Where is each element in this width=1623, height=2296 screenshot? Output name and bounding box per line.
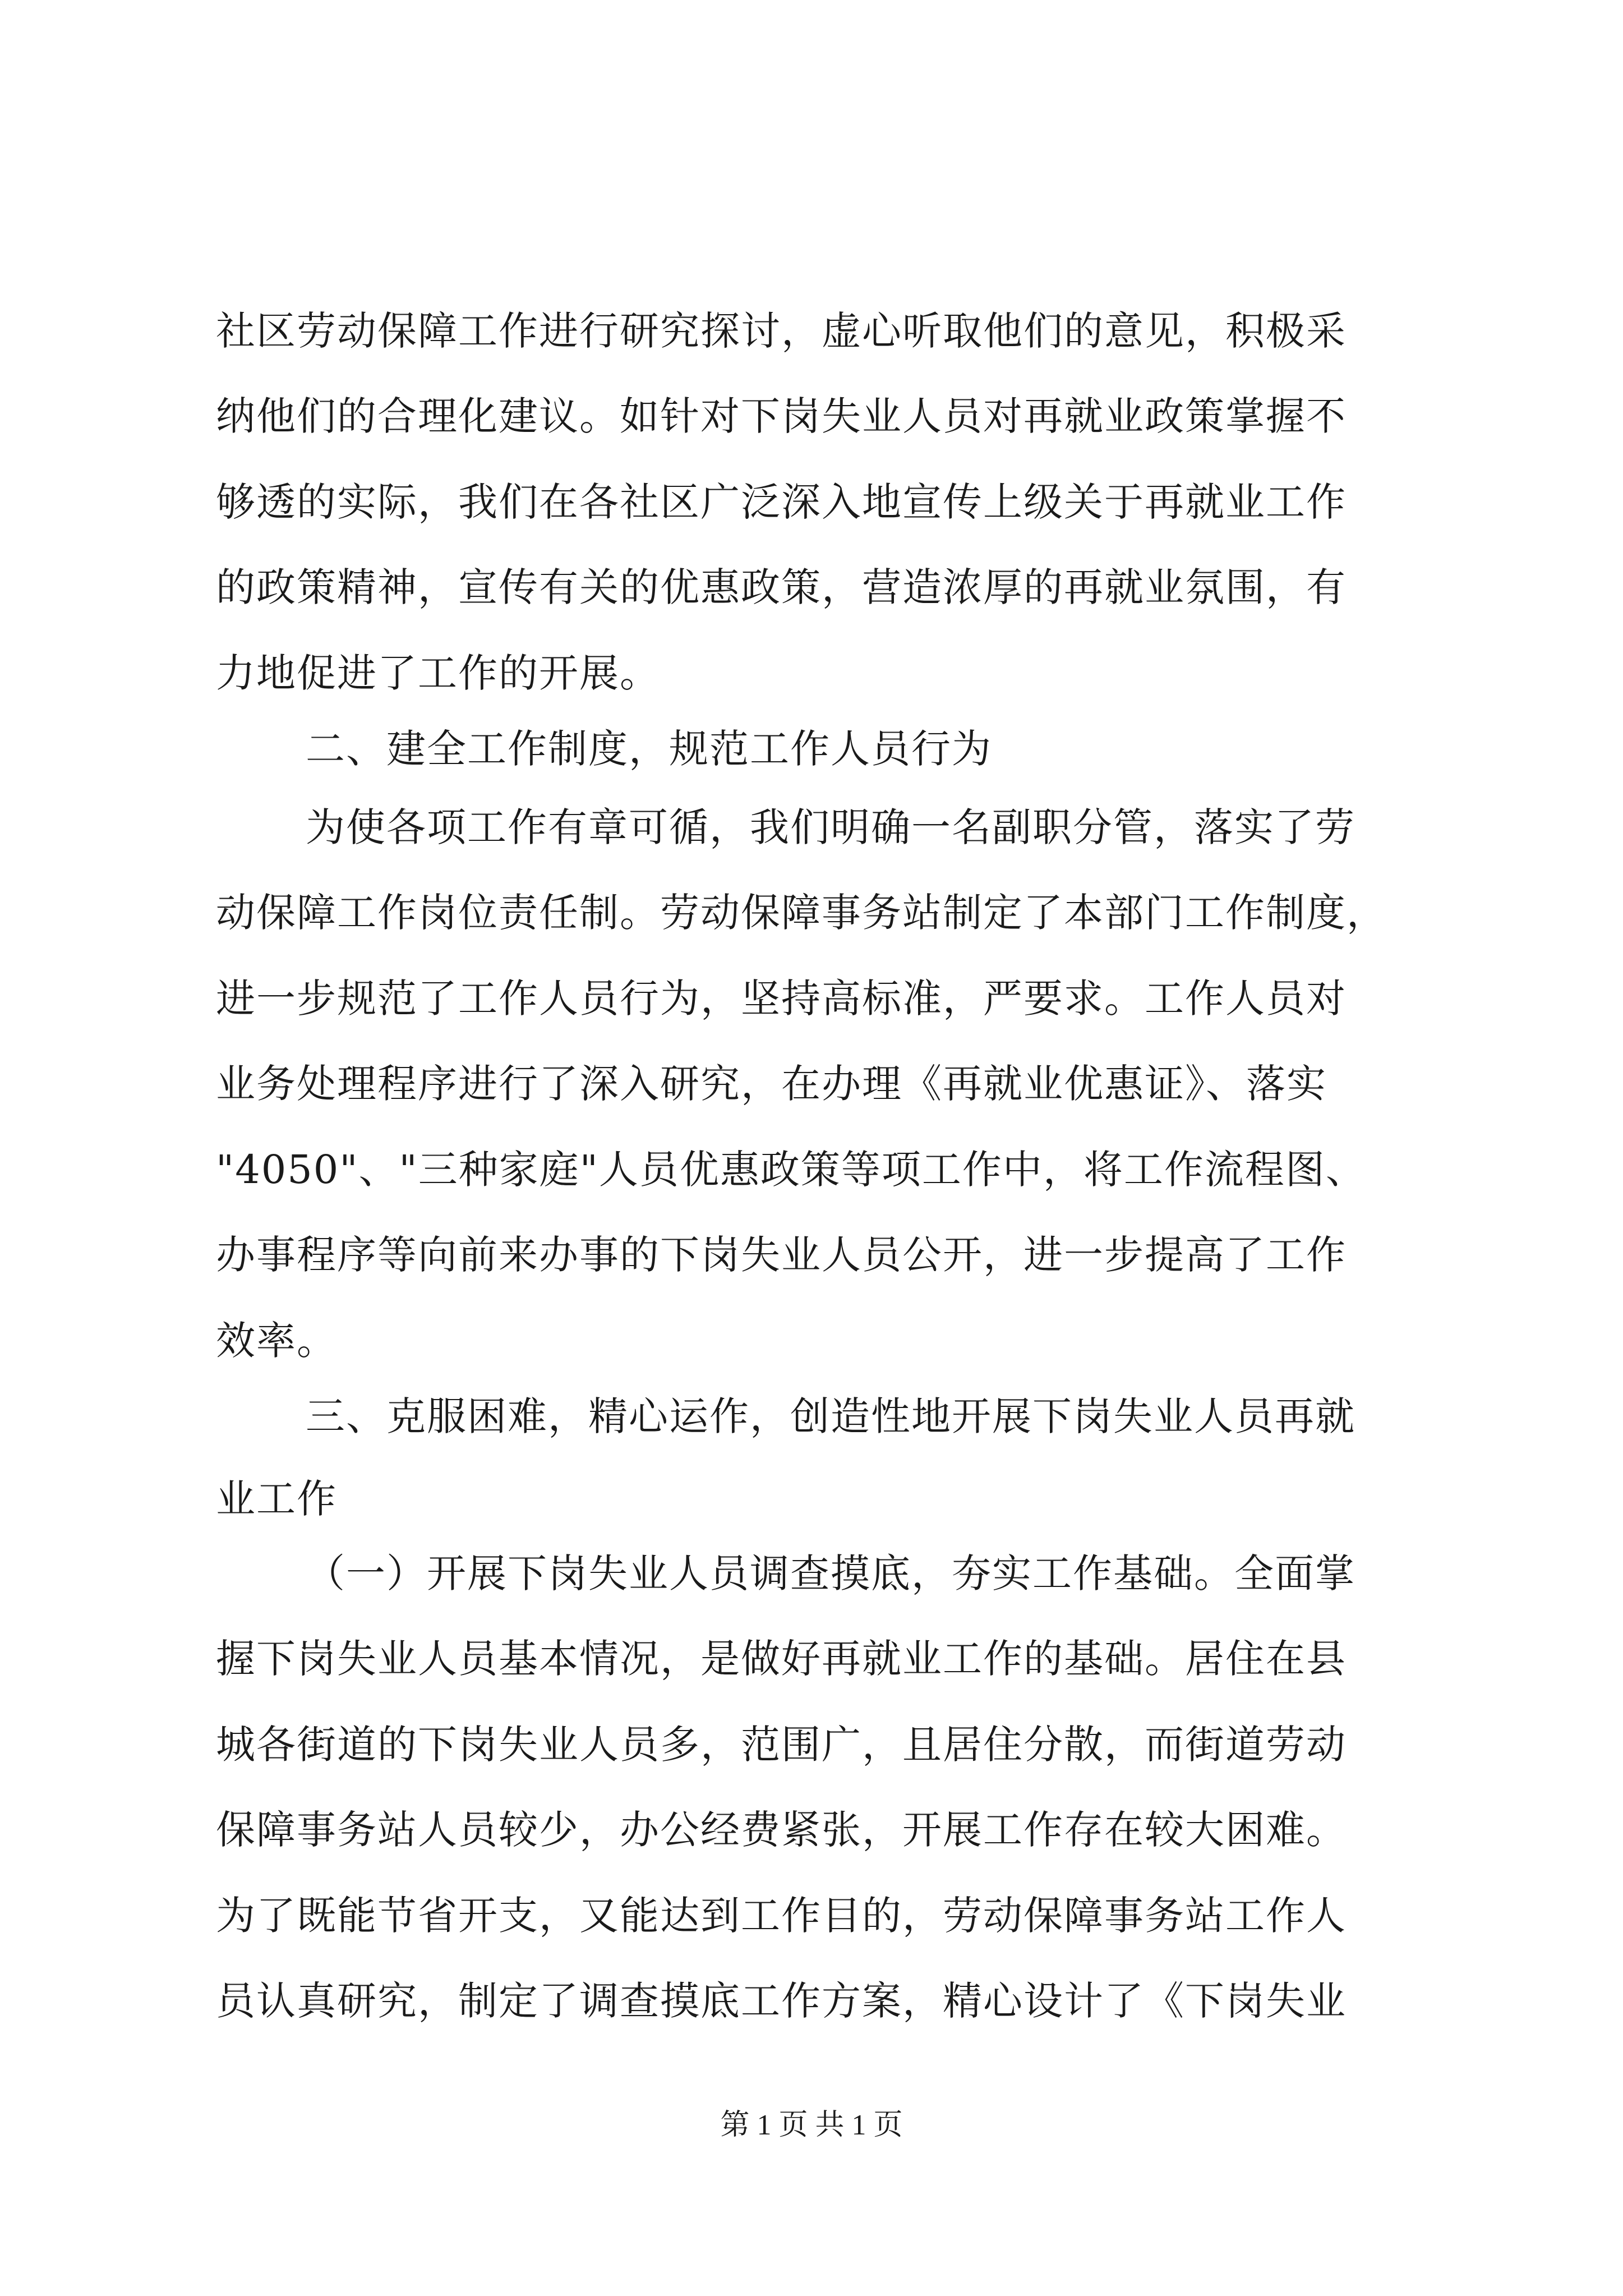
body-line: 办事程序等向前来办事的下岗失业人员公开，进一步提高了工作 bbox=[216, 1232, 1347, 1278]
body-line: 社区劳动保障工作进行研究探讨，虚心听取他们的意见，积极采 bbox=[216, 308, 1347, 354]
section-heading: 业工作 bbox=[216, 1476, 337, 1522]
body-line: 业务处理程序进行了深入研究，在办理《再就业优惠证》、落实 bbox=[216, 1061, 1327, 1107]
body-line: 的政策精神，宣传有关的优惠政策，营造浓厚的再就业氛围，有 bbox=[216, 564, 1347, 610]
body-line: "4050"、"三种家庭"人员优惠政策等项工作中，将工作流程图、 bbox=[216, 1147, 1366, 1193]
body-line: 效率。 bbox=[216, 1318, 337, 1364]
body-line: 动保障工作岗位责任制。劳动保障事务站制定了本部门工作制度， bbox=[216, 890, 1387, 936]
body-line: 为了既能节省开支，又能达到工作目的，劳动保障事务站工作人 bbox=[216, 1893, 1347, 1939]
body-line: 纳他们的合理化建议。如针对下岗失业人员对再就业政策掌握不 bbox=[216, 393, 1347, 439]
body-line: 够透的实际，我们在各社区广泛深入地宣传上级关于再就业工作 bbox=[216, 479, 1347, 525]
page-footer: 第 1 页 共 1 页 bbox=[720, 2109, 903, 2141]
body-line: 为使各项工作有章可循，我们明确一名副职分管，落实了劳 bbox=[306, 804, 1355, 850]
section-heading: 三、克服困难，精心运作，创造性地开展下岗失业人员再就 bbox=[306, 1393, 1355, 1439]
body-line: 员认真研究，制定了调查摸底工作方案，精心设计了《下岗失业 bbox=[216, 1978, 1347, 2024]
body-line: 力地促进了工作的开展。 bbox=[216, 650, 660, 696]
body-line: （一）开展下岗失业人员调查摸底，夯实工作基础。全面掌 bbox=[306, 1550, 1355, 1596]
body-line: 保障事务站人员较少，办公经费紧张，开展工作存在较大困难。 bbox=[216, 1807, 1347, 1853]
section-heading: 二、建全工作制度，规范工作人员行为 bbox=[306, 726, 992, 772]
body-line: 握下岗失业人员基本情况，是做好再就业工作的基础。居住在县 bbox=[216, 1636, 1347, 1682]
body-line: 城各街道的下岗失业人员多，范围广，且居住分散，而街道劳动 bbox=[216, 1722, 1347, 1768]
body-line: 进一步规范了工作人员行为，坚持高标准，严要求。工作人员对 bbox=[216, 976, 1347, 1022]
